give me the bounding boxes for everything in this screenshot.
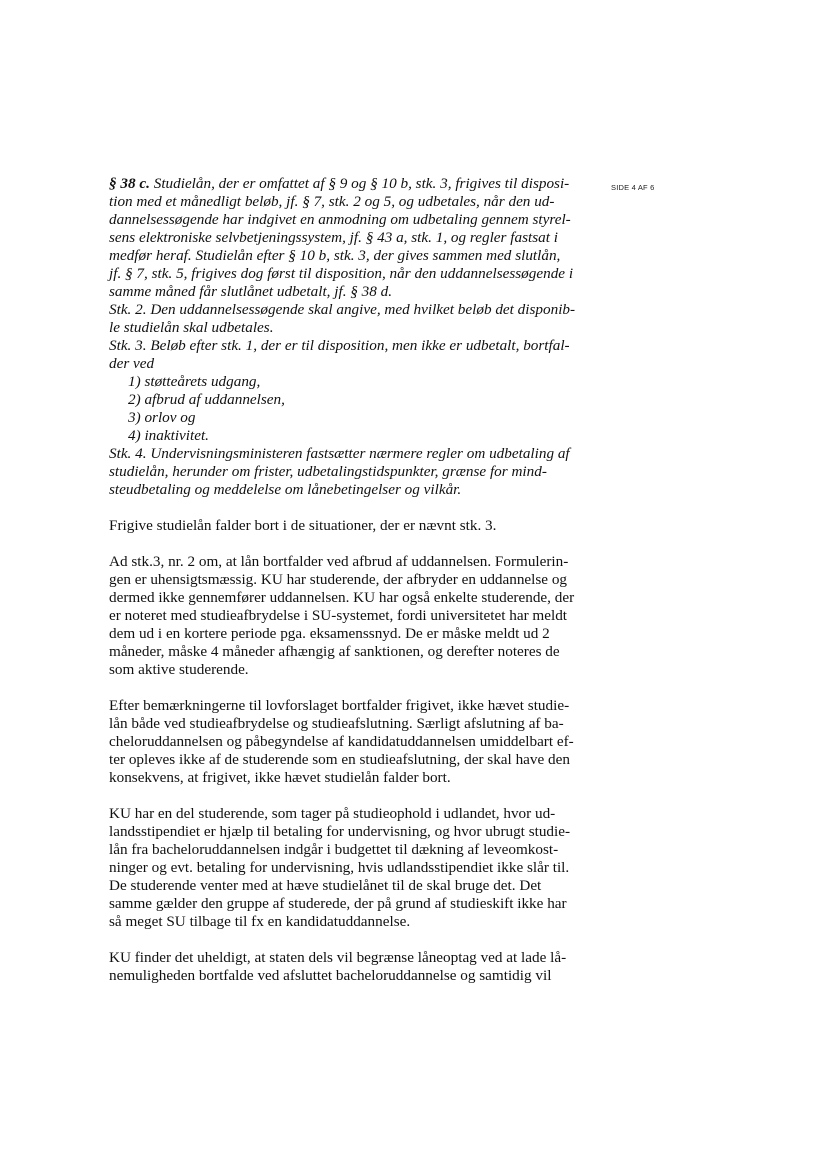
section-number: § 38 c. (109, 175, 150, 192)
quote-line: sens elektroniske selvbetjeningssystem, jf. § 43 a, stk. 1, og regler fastsat i (109, 229, 558, 246)
quote-line: medfør heraf. Studielån efter § 10 b, stk. 3, der gives sammen med slutlån, (109, 247, 561, 264)
quote-line: Stk. 4. Undervisningsministeren fastsætter nærmere regler om udbetaling af (109, 445, 570, 462)
paragraph: KU finder det uheldigt, at staten dels vil begrænse låneoptag ved at lade lå- nemuligheden bortfalde ved afsluttet bacheloruddannelse og samtidig vil (109, 949, 567, 984)
paragraph: KU har en del studerende, som tager på studieophold i udlandet, hvor ud- landsstipendiet er hjælp til betaling for undervisning, og hvor ubrugt studie- lån fra bacheloruddannelsen indgår i budgettet til dækning af leveomkost- ninger og evt. betaling for undervisning, hvis udlandsstipendiet ikke slår til. De studerende venter med at hæve studielånet til de skal bruge det. Det samme gælder den gruppe af studerede, der på grund af studieskift ikke har så meget SU tilbage til fx en kandidatuddannelse. (109, 805, 571, 930)
quote-line: samme måned får slutlånet udbetalt, jf. § 38 d. (109, 283, 393, 300)
quote-line: § 38 c. Studielån, der er omfattet af § 9 og § 10 b, stk. 3, frigives til disposi- (109, 175, 570, 192)
quote-line: Stk. 2. Den uddannelsessøgende skal angive, med hvilket beløb det disponib- (109, 301, 576, 318)
paragraph: Frigive studielån falder bort i de situationer, der er nævnt stk. 3. (109, 517, 497, 534)
list-item: 1) støtteårets udgang, (128, 373, 261, 390)
quote-line: dannelsessøgende har indgivet en anmodning om udbetaling gennem styrel- (109, 211, 571, 228)
list-item: 4) inaktivitet. (128, 427, 209, 444)
quote-line: le studielån skal udbetales. (109, 319, 274, 336)
paragraph: Efter bemærkningerne til lovforslaget bortfalder frigivet, ikke hævet studie- lån både ved studieafbrydelse og studieafslutning. Særligt afslutning af ba- cheloruddannelsen og påbegyndelse af kandidatuddannelsen umiddelbart ef- ter opleves ikke af de studerende som en studieafslutning, der skal have den konsekvens, at frigivet, ikke hævet studielån falder bort. (109, 697, 574, 786)
quote-line: studielån, herunder om frister, udbetalingstidspunkter, grænse for mind- (109, 463, 547, 480)
quote-line: steudbetaling og meddelelse om lånebetingelser og vilkår. (109, 481, 462, 498)
paragraph: Ad stk.3, nr. 2 om, at lån bortfalder ved afbrud af uddannelsen. Formulerin- gen er uhensigtsmæssig. KU har studerende, der afbryder en uddannelse og dermed ikke gennemfører uddannelsen. KU har også enkelte studerende, der er noteret med studieafbrydelse i SU-systemet, fordi universitetet har meldt dem ud i en kortere periode pga. eksamenssnyd. De er måske meldt ud 2 måneder, måske 4 måneder afhængig af sanktionen, og derefter noteres de som aktive studerende. (109, 553, 575, 678)
quote-line: jf. § 7, stk. 5, frigives dog først til disposition, når den uddannelsessøgende i (109, 265, 574, 282)
quoted-law-text (109, 175, 579, 499)
quote-line: Stk. 3. Beløb efter stk. 1, der er til disposition, men ikke er udbetalt, bortfal- (109, 337, 570, 354)
list-item: 2) afbrud af uddannelsen, (128, 391, 285, 408)
list-item: 3) orlov og (128, 409, 196, 426)
quote-line: tion med et månedligt beløb, jf. § 7, stk. 2 og 5, og udbetales, når den ud- (109, 193, 555, 210)
page-label: SIDE 4 AF 6 (611, 183, 655, 192)
document-body (109, 175, 579, 985)
quote-line: der ved (109, 355, 155, 372)
